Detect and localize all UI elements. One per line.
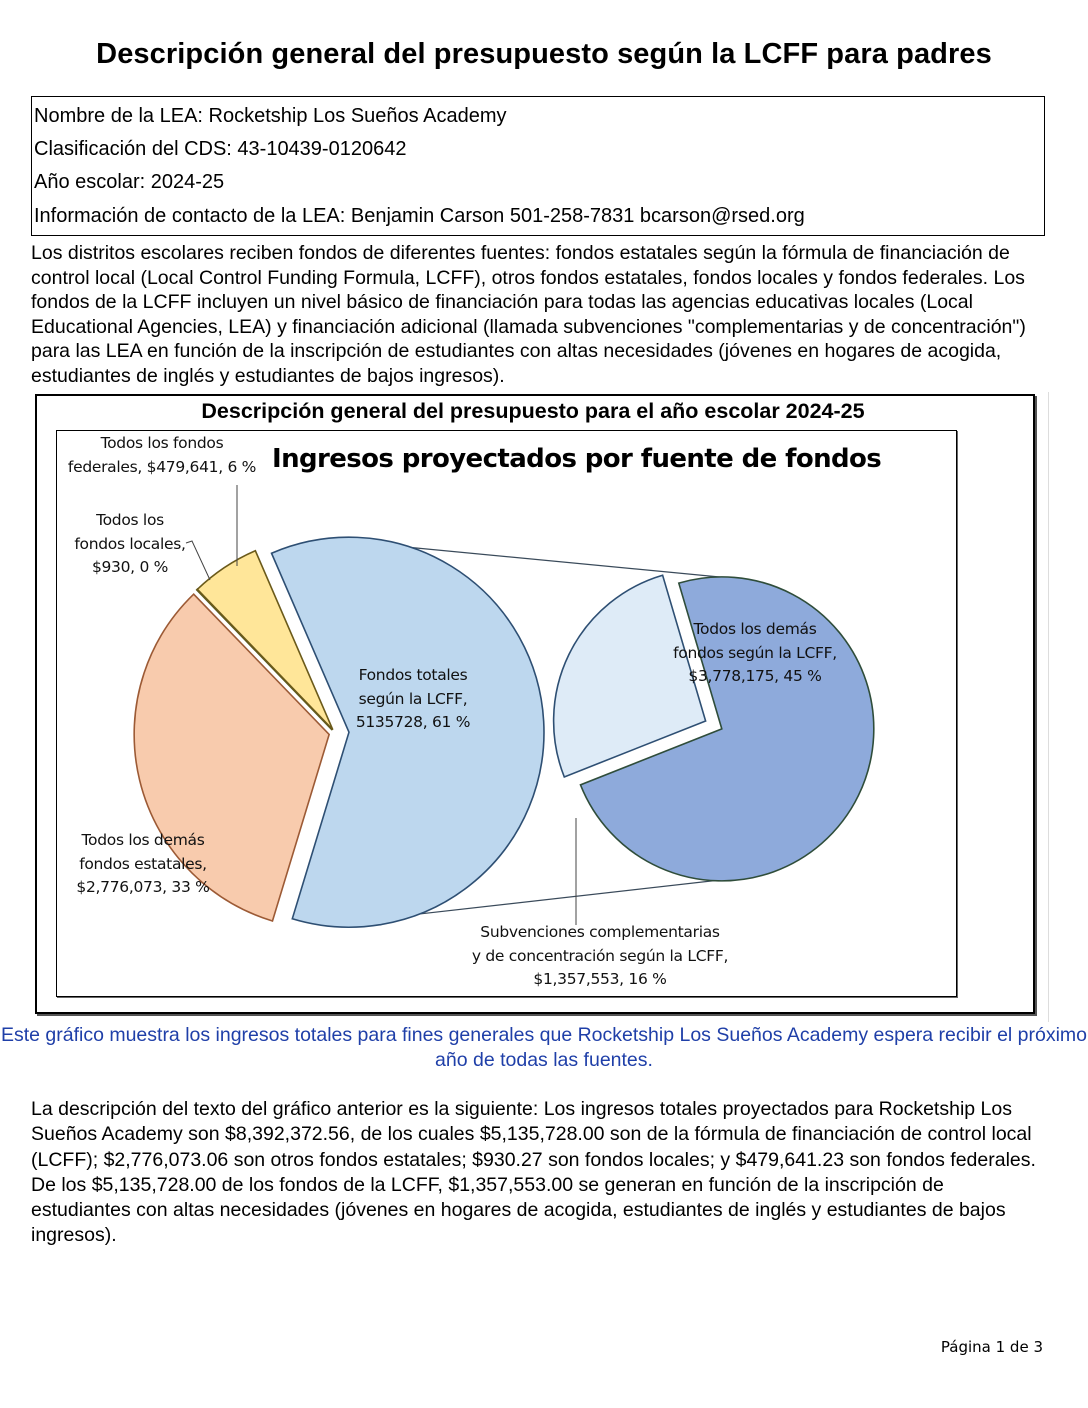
label-line: fondos estatales, — [79, 854, 207, 873]
chart-text-description: La descripción del texto del gráfico anterior es la siguiente: Los ingresos totales proyectados para Rocketship Los Sueños Academy son $8,392,372.56, de los cuales $5,135,728.00 son de la fórmula de financiación de control local (LCFF); $2,776,073.06 son otros fondos estatales; $930.27 son fondos locales; y $479,641.23 son fondos federales. De los $5,135,728.00 de los fondos de la LCFF, $1,357,553.00 se generan en función de la inscripción de estudiantes con altas necesidades (jóvenes en hogares de acogida, estudiantes de inglés y estudiantes de bajos ingresos). — [31, 1098, 1036, 1247]
label-line: Todos los fondos — [100, 434, 224, 452]
chart-title: Descripción general del presupuesto para el año escolar 2024-25 — [201, 399, 865, 423]
cds-code: Clasificación del CDS: 43-10439-0120642 — [34, 138, 407, 160]
label-supplemental-concentration — [455, 921, 745, 992]
lea-name: Nombre de la LEA: Rocketship Los Sueños Academy — [34, 105, 507, 127]
label-line: Subvenciones complementarias — [480, 923, 720, 941]
label-line: fondos locales, — [74, 534, 186, 553]
page-title: Descripción general del presupuesto según la LCFF para padres — [96, 38, 992, 70]
school-year: Año escolar: 2024-25 — [34, 171, 225, 193]
chart-subtitle: Ingresos proyectados por fuente de fondos — [272, 444, 882, 474]
label-line: Todos los demás — [81, 831, 205, 849]
label-other-lcff-funds — [665, 618, 845, 689]
label-line: y de concentración según la LCFF, — [471, 946, 729, 965]
label-line: 5135728, 61 % — [355, 713, 471, 731]
label-line: fondos según la LCFF, — [673, 643, 837, 662]
chart-caption: Este gráfico muestra los ingresos totales para fines generales que Rocketship Los Sueños Academy espera recibir el próximo año de todas las fuentes. — [0, 1024, 1088, 1071]
label-line: Todos los — [96, 511, 164, 529]
label-line: $930, 0 % — [91, 558, 169, 576]
label-line: federales, $479,641, 6 % — [67, 457, 257, 476]
intro-paragraph: Los distritos escolares reciben fondos de diferentes fuentes: fondos estatales según la fórmula de financiación de control local (Local Control Funding Formula, LCFF), otros fondos estatales, fondos locales y fondos federales. Los fondos de la LCFF incluyen un nivel básico de financiación para todas las agencias educativas locales (Local Educational Agencies, LEA) y financiación adicional (llamada subvenciones "complementarias y de concentración") para las LEA en función de la inscripción de estudiantes con altas necesidades (jóvenes en hogares de acogida, estudiantes de inglés y estudiantes de bajos ingresos). — [31, 242, 1026, 387]
label-line: $1,357,553, 16 % — [533, 970, 667, 988]
label-line: $3,778,175, 45 % — [688, 667, 822, 685]
lea-contact: Información de contacto de la LEA: Benjamin Carson 501-258-7831 bcarson@rsed.org — [34, 205, 805, 227]
label-other-state-funds — [68, 829, 218, 900]
label-line: según la LCFF, — [358, 689, 468, 708]
label-federal-funds — [62, 432, 262, 479]
label-line: Todos los demás — [693, 620, 817, 638]
page-number: Página 1 de 3 — [940, 1338, 1043, 1356]
label-line: Fondos totales — [358, 666, 468, 684]
label-lcff-total — [338, 664, 488, 735]
label-local-funds — [60, 509, 200, 580]
label-line: $2,776,073, 33 % — [76, 878, 210, 896]
